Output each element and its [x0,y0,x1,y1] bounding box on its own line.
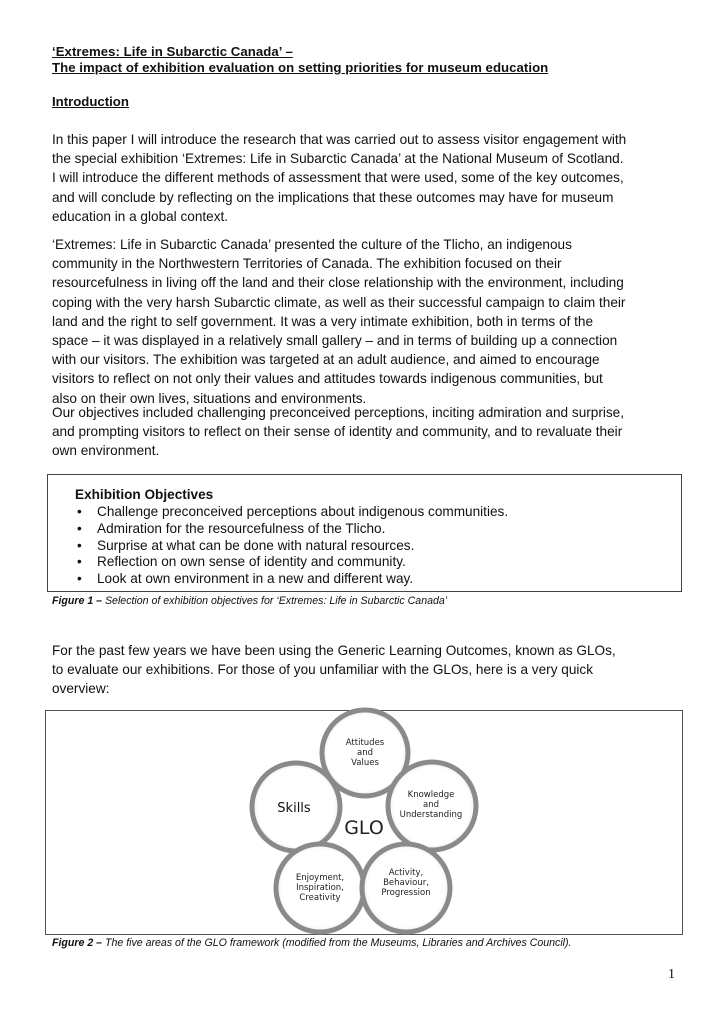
svg-text:Understanding: Understanding [399,810,463,820]
circle-skills [252,763,340,851]
objective-text: Surprise at what can be done with natural resources. [97,537,415,553]
objective-text: Look at own environment in a new and different way. [97,571,414,587]
text-line: In this paper I will introduce the research that was carried out to assess visitor engagement with [52,132,627,147]
title-line-2: The impact of exhibition evaluation on setting priorities for museum education [52,60,549,75]
bullet-icon: • [77,504,82,519]
svg-text:Knowledge: Knowledge [407,790,455,800]
text-line: overview: [52,681,110,697]
svg-text:Inspiration,: Inspiration, [296,883,344,893]
text-line: community in the Northwestern Territories of Canada. The exhibition focused on their [52,256,562,272]
bullet-icon: • [77,571,82,587]
objectives-title: Exhibition Objectives [75,487,214,502]
text-line: with our visitors. The exhibition was targeted at an adult audience, and aimed to encourage [52,352,600,368]
svg-text:Skills: Skills [277,801,311,816]
svg-text:and: and [423,800,439,810]
text-line: education in a global context. [52,208,229,224]
text-line: coping with the very harsh Subarctic climate, as well as their successful campaign to claim their [52,294,626,310]
text-line: space – it was displayed in a relatively small gallery – and in terms of building up a connection [52,333,618,349]
svg-text:Attitudes: Attitudes [345,738,385,748]
caption-text: Selection of exhibition objectives for ‘Extremes: Life in Subarctic Canada’ [102,595,448,607]
caption-text: The five areas of the GLO framework (modified from the Museums, Libraries and Archives Council). [102,937,572,949]
svg-text:Activity,: Activity, [388,868,424,878]
page-number: 1 [668,967,675,982]
bullet-icon: • [77,520,82,536]
svg-text:and: and [357,748,373,758]
circle-knowledge-understanding [388,762,476,850]
objective-text: Challenge preconceived perceptions about indigenous communities. [97,504,509,519]
text-line: visitors to reflect on not only their values and attitudes towards indigenous communities, but [52,371,603,387]
text-line: and prompting visitors to reflect on their sense of identity and community, and to revaluate their [52,424,623,440]
text-line: own environment. [52,443,160,459]
text-line: resourcefulness in living off the land and their close relationship with the environment, including [52,275,624,291]
bullet-icon: • [77,554,82,570]
caption-label: Figure 2 – [52,937,103,949]
circle-enjoyment-inspiration-creativity [276,844,364,932]
title-line-1: ‘Extremes: Life in Subarctic Canada’ – [52,44,293,59]
text-line: I will introduce the different methods of assessment that were used, some of the key outcomes, [52,170,624,186]
circle-activity-behaviour-progression [362,844,450,932]
objective-text: Reflection on own sense of identity and community. [97,554,406,570]
objective-text: Admiration for the resourcefulness of the Tlicho. [97,520,386,536]
text-line: and will conclude by reflecting on the implications that these outcomes may have for museum [52,189,614,205]
text-line: the special exhibition ‘Extremes: Life in Subarctic Canada’ at the National Museum of Scotland. [52,151,624,167]
text-line: to evaluate our exhibitions. For those of you unfamiliar with the GLOs, here is a very quick [52,662,593,678]
bullet-icon: • [77,537,82,553]
figure-2-caption [52,937,572,949]
svg-text:Progression: Progression [381,888,431,898]
text-line: land and the right to self government. It was a very intimate exhibition, both in terms of the [52,313,594,329]
section-heading-introduction: Introduction [52,94,129,109]
svg-text:Enjoyment,: Enjoyment, [295,873,345,883]
svg-text:Behaviour,: Behaviour, [383,878,429,888]
caption-label: Figure 1 – [52,595,103,607]
text-line: also on their own lives, situations and environments. [52,390,367,406]
svg-text:Values: Values [351,758,379,768]
text-line: ‘Extremes: Life in Subarctic Canada’ presented the culture of the Tlicho, an indigenous [52,237,572,252]
text-line: For the past few years we have been using the Generic Learning Outcomes, known as GLOs, [52,643,616,658]
svg-text:Creativity: Creativity [299,893,341,903]
glo-center-label: GLO [344,817,384,839]
text-line: Our objectives included challenging preconceived perceptions, inciting admiration and surprise, [52,405,625,420]
